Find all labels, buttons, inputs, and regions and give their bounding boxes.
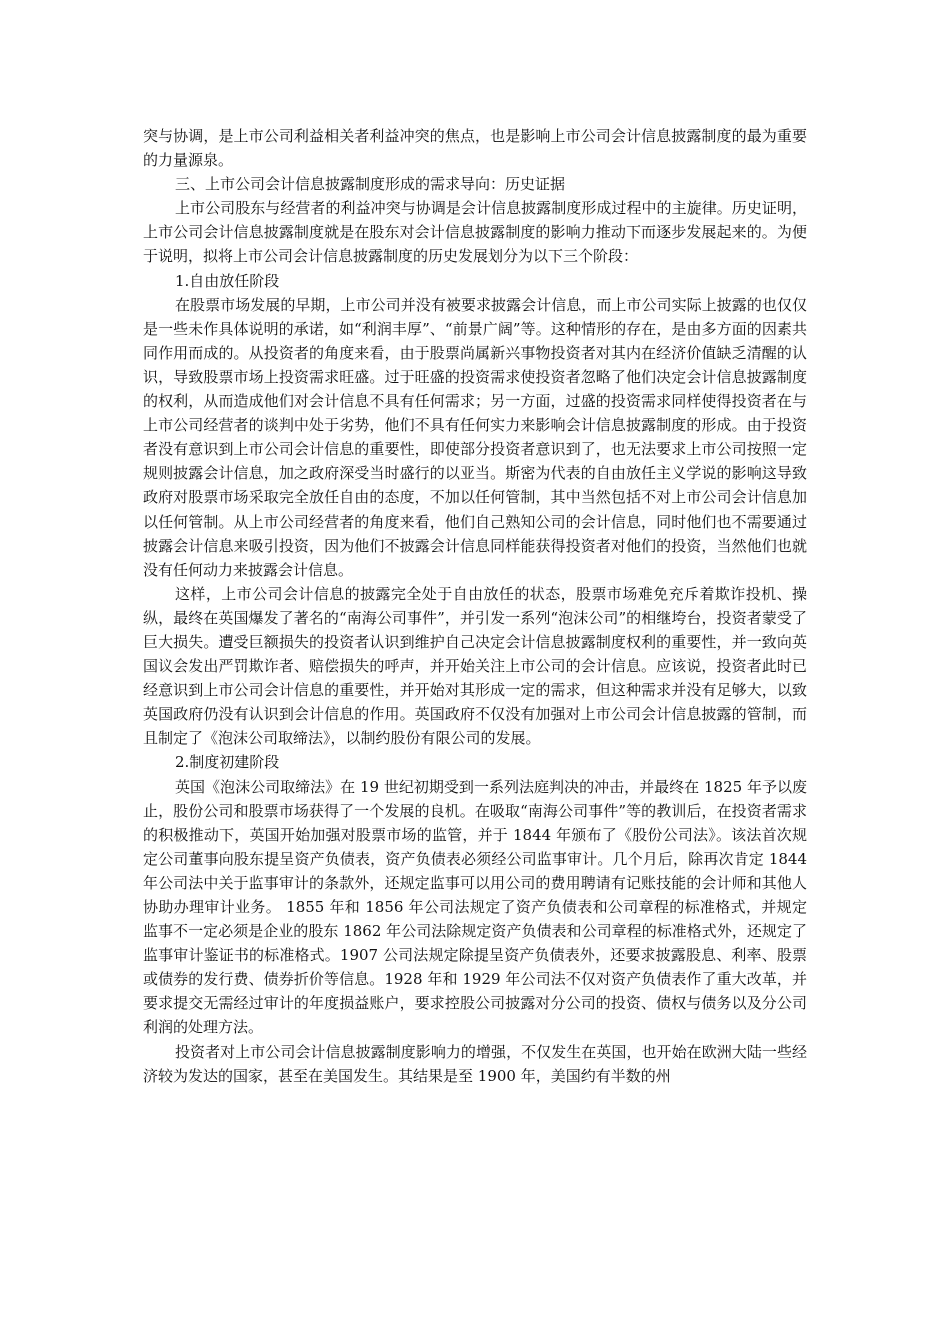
paragraph-south-sea: 这样，上市公司会计信息的披露完全处于自由放任的状态，股票市场难免充斥着欺诈投机、操纵，最终在英国爆发了著名的“南海公司事件”，并引发一系列“泡沫公司”的相继垮台，投资者蒙受了巨大损失。遭受巨额损失的投资者认识到维护自己决定会计信息披露制度权利的重要性，并一致向英国议会发出严罚欺诈者、赔偿损失的呼声，并开始关注上市公司的会计信息。应该说，投资者此时已经意识到上市公司会计信息的重要性，并开始对其形成一定的需求，但这种需求并没有足够大，以致英国政府仍没有认识到会计信息的作用。英国政府不仅没有加强对上市公司会计信息披露的管制，而且制定了《泡沫公司取缔法》，以制约股份有限公司的发展。 bbox=[143, 584, 807, 748]
subheading-laissez-faire: 1.自由放任阶段 bbox=[175, 271, 280, 290]
paragraph-intro: 上市公司股东与经营者的利益冲突与协调是会计信息披露制度形成过程中的主旋律。历史证明，上市公司会计信息披露制度就是在股东对会计信息披露制度的影响力推动下而逐步发展起来的。为便于说明，拟将上市公司会计信息披露制度的历史发展划分为以下三个阶段： bbox=[143, 199, 807, 266]
paragraph-uk-company-law: 英国《泡沫公司取缔法》在 19 世纪初期受到一系列法庭判决的冲击，并最终在 1825 年予以废止，股份公司和股票市场获得了一个发展的良机。在吸取“南海公司事件”等的教训后，在投资者需求的积极推动下，英国开始加强对股票市场的监管，并于 1844 年颁布了《股份公司法》。该法首次规定公司董事向股东提呈资产负债表，资产负债表必须经公司监事审计。几个月后，除再次肯定 1844 年公司法中关于监事审计的条款外，还规定监事可以用公司的费用聘请有记账技能的会计师和其他人协助办理审计业务。 1855 年和 1856 年公司法规定了资产负债表和公司章程的标准格式，并规定监事不一定必须是企业的股东 1862 年公司法除规定资产负债表和公司章程的标准格式外，还规定了监事审计鉴证书的标准格式。1907 公司法规定除提呈资产负债表外，还要求披露股息、利率、股票或债券的发行费、债券折价等信息。1928 年和 1929 年公司法不仅对资产负债表作了重大改革，并要求提交无需经过审计的年度损益账户，要求控股公司披露对分公司的投资、债权与债务以及分公司利润的处理方法。 bbox=[143, 777, 807, 1037]
section-heading: 三、上市公司会计信息披露制度形成的需求导向：历史证据 bbox=[175, 175, 566, 194]
paragraph-continuation: 突与协调，是上市公司利益相关者利益冲突的焦点，也是影响上市公司会计信息披露制度的最为重要的力量源泉。 bbox=[143, 127, 807, 170]
document-body bbox=[143, 124, 807, 1088]
paragraph-investor-influence: 投资者对上市公司会计信息披露制度影响力的增强，不仅发生在英国，也开始在欧洲大陆一些经济较为发达的国家，甚至在美国发生。其结果是至 1900 年，美国约有半数的州 bbox=[143, 1042, 807, 1085]
subheading-institution-building: 2.制度初建阶段 bbox=[175, 753, 280, 772]
paragraph-early-market: 在股票市场发展的早期，上市公司并没有被要求披露会计信息，而上市公司实际上披露的也仅仅是一些未作具体说明的承诺，如“利润丰厚”、“前景广阔”等。这种情形的存在，是由多方面的因素共同作用而成的。从投资者的角度来看，由于股票尚属新兴事物投资者对其内在经济价值缺乏清醒的认识，导致股票市场上投资需求旺盛。过于旺盛的投资需求使投资者忽略了他们决定会计信息披露制度的权利，从而造成他们对会计信息不具有任何需求；另一方面，过盛的投资需求同样使得投资者在与上市公司经营者的谈判中处于劣势，他们不具有任何实力来影响会计信息披露制度的形成。由于投资者没有意识到上市公司会计信息的重要性，即使部分投资者意识到了，也无法要求上市公司按照一定规则披露会计信息，加之政府深受当时盛行的以亚当。斯密为代表的自由放任主义学说的影响这导致政府对股票市场采取完全放任自由的态度，不加以任何管制，其中当然包括不对上市公司会计信息加以任何管制。从上市公司经营者的角度来看，他们自己熟知公司的会计信息，同时他们也不需要通过披露会计信息来吸引投资，因为他们不披露会计信息同样能获得投资者对他们的投资，当然他们也就没有任何动力来披露会计信息。 bbox=[143, 295, 807, 579]
